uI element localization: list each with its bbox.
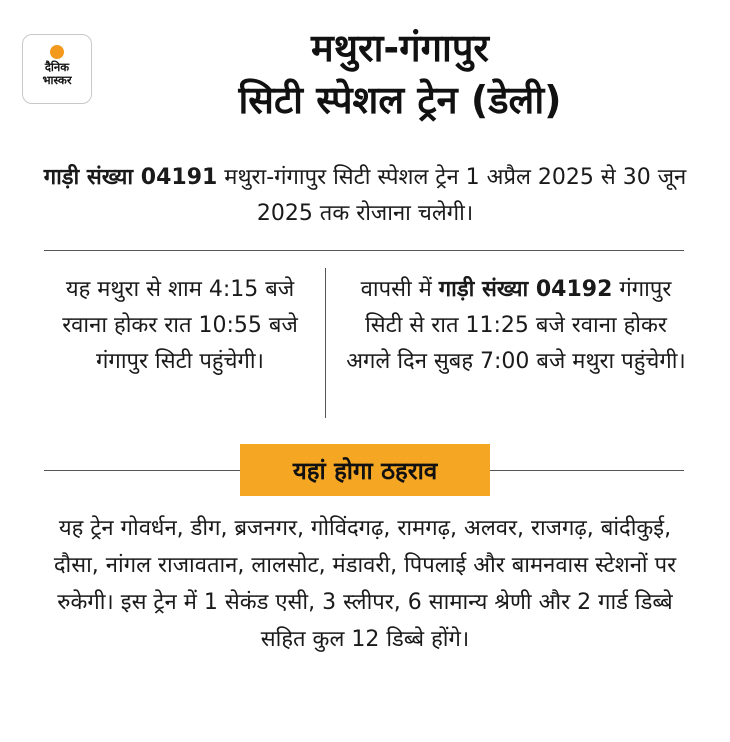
stops-text: यह ट्रेन गोवर्धन, डीग, ब्रजनगर, गोविंदगढ़, रामगढ़, अलवर, राजगढ़, बांदीकुई, दौसा, नांगल राजावतान, लालसोट, मंडावरी, पिपलाई और बामनवास स्टेशनों पर रुकेगी। इस ट्रेन में 1 सेकंड एसी, 3 स्लीपर, 6 सामान्य श्रेणी और 2 गार्ड डिब्बे सहित कुल 12 डिब्बे होंगे। (53, 516, 677, 652)
return-train-number: गाड़ी संख्या 04192 (438, 277, 613, 302)
return-info (340, 272, 692, 380)
title-line-1: मथुरा-गंगापुर (311, 26, 489, 70)
intro-train-number: गाड़ी संख्या 04191 (43, 165, 218, 190)
dainik-bhaskar-logo (22, 34, 92, 104)
return-prefix: वापसी में (360, 277, 439, 302)
logo-line-1: दैनिक (44, 60, 70, 74)
return-text: गंगापुर सिटी से रात 11:25 बजे रवाना होकर अगले दिन सुबह 7:00 बजे मथुरा पहुंचेगी। (346, 277, 686, 374)
title-line-2: सिटी स्पेशल ट्रेन (डेली) (238, 78, 562, 122)
stops-paragraph (40, 510, 690, 658)
divider-top (44, 250, 684, 251)
page-title (110, 22, 690, 126)
departure-text: यह मथुरा से शाम 4:15 बजे रवाना होकर रात 10:55 बजे गंगापुर सिटी पहुंचेगी। (62, 277, 298, 374)
stops-heading: यहां होगा ठहराव (292, 456, 438, 485)
logo-text (42, 61, 71, 87)
departure-info (44, 272, 316, 380)
logo-line-2: भास्कर (42, 73, 72, 87)
divider-stops-left (44, 470, 240, 471)
sun-icon (50, 45, 64, 59)
stops-heading-badge (240, 444, 490, 496)
intro-paragraph (40, 160, 690, 232)
intro-text: मथुरा-गंगापुर सिटी स्पेशल ट्रेन 1 अप्रैल 2025 से 30 जून 2025 तक रोजाना चलेगी। (217, 165, 687, 226)
divider-stops-right (490, 470, 684, 471)
column-divider (325, 268, 326, 418)
